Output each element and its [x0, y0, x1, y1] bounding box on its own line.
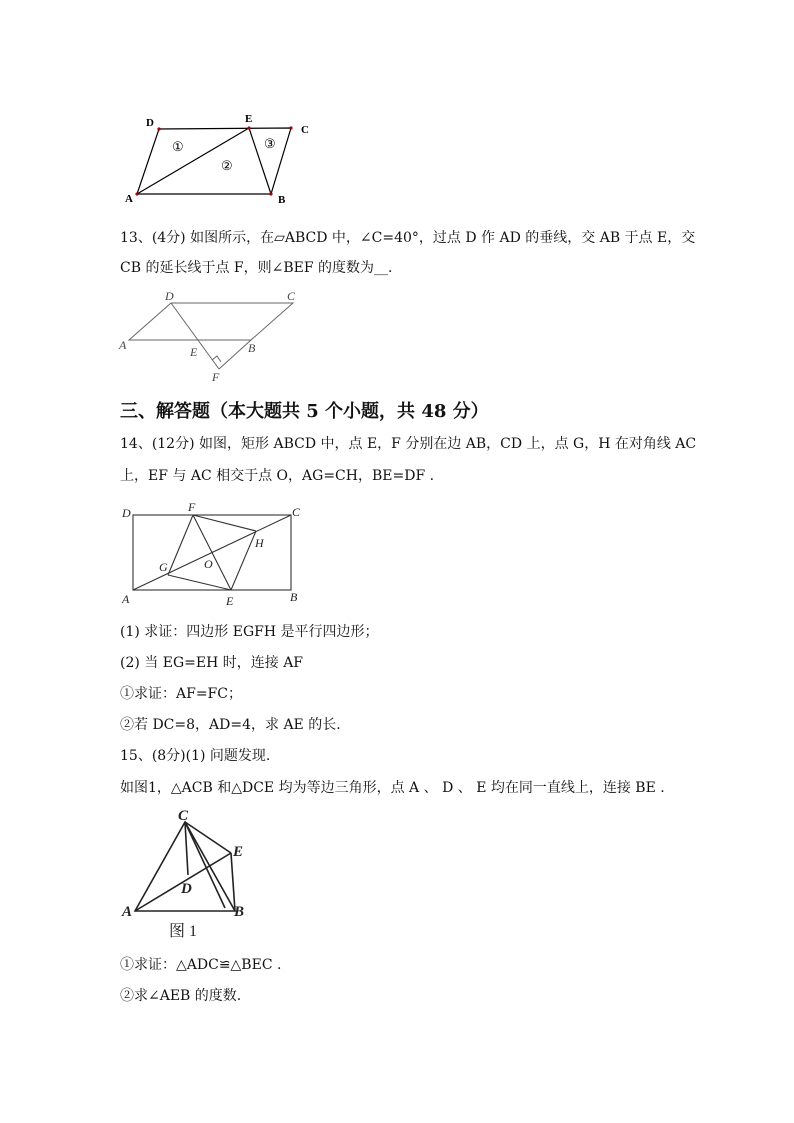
segment-ge — [168, 575, 231, 590]
label-e: E — [190, 345, 198, 359]
label-a: A — [122, 904, 133, 920]
q14-part2a: ①求证：AF=FC； — [120, 686, 242, 702]
label-b: B — [290, 590, 298, 604]
q15-line1: 15、(8分)(1) 问题发现. — [120, 748, 271, 764]
label-c: C — [178, 808, 189, 824]
segment-bf — [219, 340, 251, 369]
label-b: B — [278, 194, 286, 206]
label-d: D — [165, 289, 174, 303]
figure-q12-parallelogram — [115, 110, 325, 210]
segment-ef — [193, 515, 231, 590]
label-d: D — [122, 506, 131, 520]
label-e: E — [245, 113, 253, 125]
parallelogram-abcd — [129, 303, 293, 340]
segment-he — [231, 531, 256, 590]
label-e: E — [226, 594, 234, 608]
label-c: C — [301, 124, 309, 136]
figure-caption: 图 1 — [169, 923, 198, 940]
label-e: E — [233, 844, 244, 860]
label-c: C — [292, 505, 301, 519]
q14-part2: (2) 当 EG=EH 时，连接 AF — [120, 655, 304, 671]
figure-q13-parallelogram — [115, 285, 315, 385]
region-2: ② — [221, 158, 233, 173]
label-g: G — [159, 560, 168, 574]
label-a: A — [119, 338, 127, 352]
label-b: B — [248, 341, 256, 355]
segment-cd — [185, 822, 188, 875]
label-h: H — [255, 536, 264, 550]
q13-line2: CB 的延长线于点 F，则∠BEF 的度数为__. — [120, 260, 393, 276]
label-o: O — [204, 557, 213, 571]
q14-line1: 14、(12分) 如图，矩形 ABCD 中，点 E，F 分别在边 AB，CD 上，点 G，H 在对角线 AC — [120, 436, 697, 452]
region-3: ③ — [264, 136, 276, 151]
q14-line2: 上，EF 与 AC 相交于点 O，AG=CH，BE=DF . — [120, 468, 435, 484]
q13-line1: 13、(4分) 如图所示，在▱ABCD 中，∠C=40°，过点 D 作 AD 的垂线，交 AB 于点 E，交 — [120, 230, 696, 246]
label-a: A — [122, 592, 130, 606]
q15-line2: 如图1，△ACB 和△DCE 均为等边三角形，点 A 、 D 、 E 均在同一直线上，连接 BE . — [120, 780, 665, 796]
label-c: C — [287, 289, 296, 303]
label-b: B — [234, 904, 245, 920]
figure-q15-triangles — [115, 808, 265, 948]
label-d: D — [181, 881, 192, 897]
region-1: ① — [172, 139, 184, 154]
segment-eb — [231, 853, 235, 911]
segment-fh — [193, 515, 256, 531]
q15-part2: ②求∠AEB 的度数. — [120, 988, 242, 1004]
label-f: F — [188, 500, 196, 514]
label-d: D — [146, 117, 154, 129]
label-f: F — [212, 370, 220, 384]
q14-part2b: ②若 DC=8，AD=4，求 AE 的长. — [120, 717, 341, 733]
figure-q14-rectangle — [115, 495, 315, 610]
label-a: A — [125, 193, 133, 205]
segment-fg — [168, 515, 193, 575]
section-3-heading: 三、解答题（本大题共 5 个小题，共 48 分） — [120, 401, 489, 422]
q15-part1: ①求证：△ADC≌△BEC . — [120, 957, 282, 973]
q14-part1: (1) 求证：四边形 EGFH 是平行四边形； — [120, 624, 379, 640]
segment-df — [171, 303, 219, 369]
